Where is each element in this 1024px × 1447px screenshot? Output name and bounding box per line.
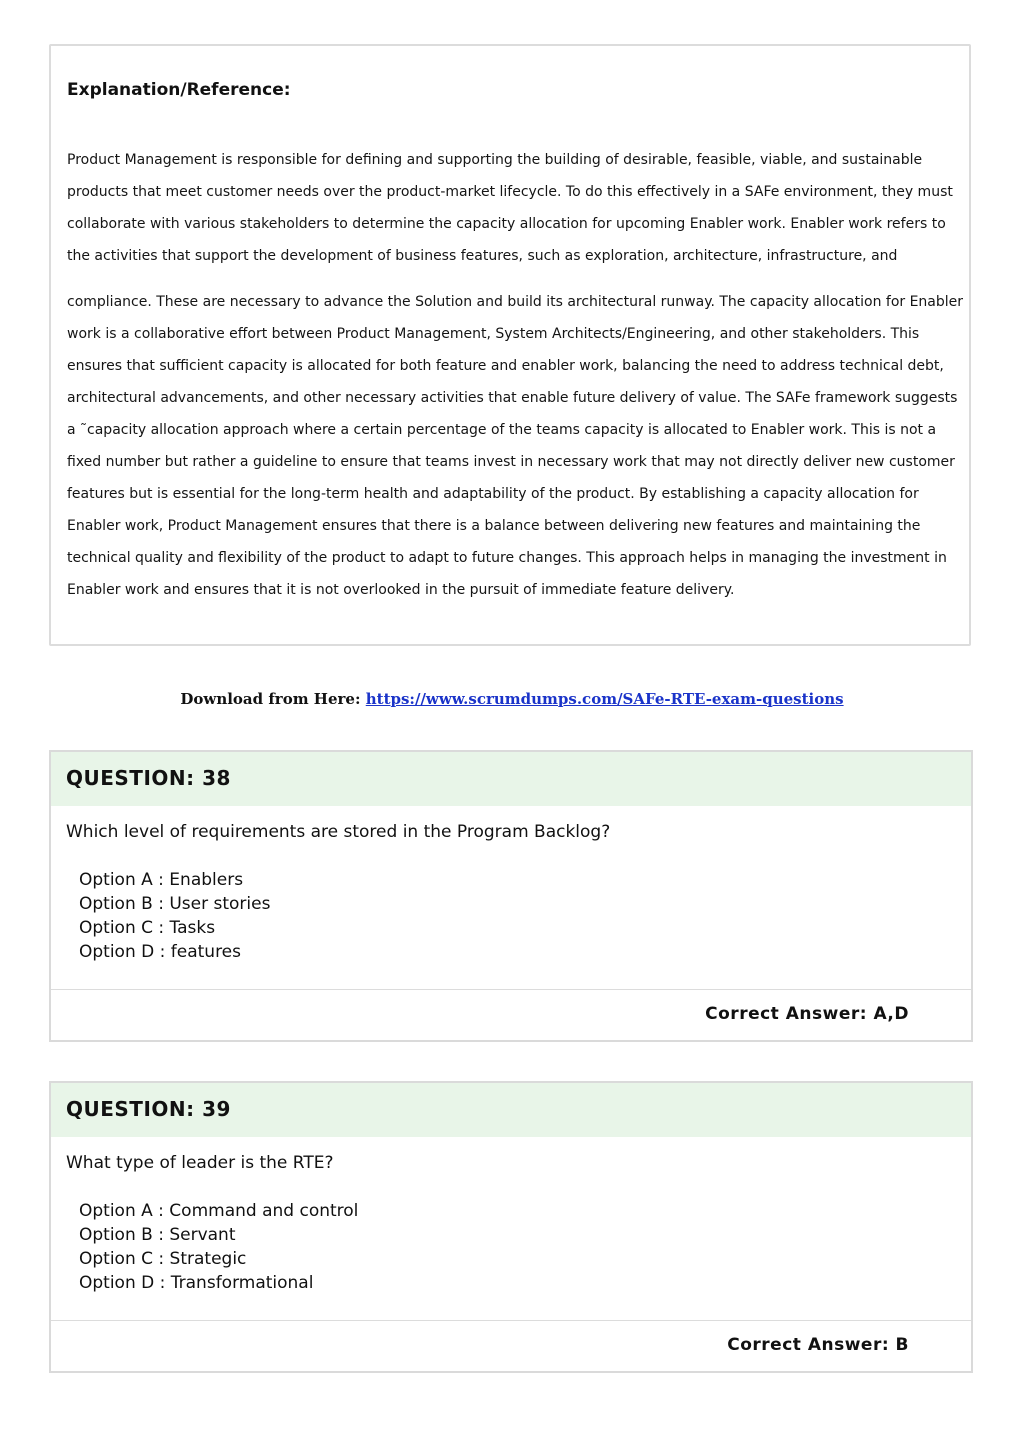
option-c: Option C : Strategic: [79, 1249, 247, 1269]
option-d: Option D : Transformational: [79, 1273, 314, 1293]
download-link[interactable]: https://www.scrumdumps.com/SAFe-RTE-exam-questions: [365, 690, 844, 708]
correct-answer: Correct Answer: B: [727, 1335, 909, 1355]
answer-divider: [51, 1320, 971, 1321]
question-number: QUESTION: 39: [66, 1097, 231, 1121]
explanation-title: Explanation/Reference:: [67, 80, 291, 100]
question-card: [49, 1081, 973, 1373]
option-list: [79, 868, 270, 964]
explanation-paragraph: Product Management is responsible for defining and supporting the building of desirable, feasible, viable, and sustainable products that meet customer needs over the product-market lifecycle. To do this effectively in a SAFe environment, they must collaborate with various stakeholders to determine the capacity allocation for upcoming Enabler work. Enabler work refers to the activities that support the development of business features, such as exploration, architecture, infrastructure, and: [67, 152, 953, 264]
download-label: Download from Here:: [180, 690, 366, 708]
option-list: [79, 1199, 358, 1295]
download-line: [0, 690, 1024, 708]
explanation-paragraph: compliance. These are necessary to advance the Solution and build its architectural runway. The capacity allocation for Enabler work is a collaborative effort between Product Management, System Architects/Engineering, and other stakeholders. This ensures that sufficient capacity is allocated for both feature and enabler work, balancing the need to address technical debt, architectural advancements, and other necessary activities that enable future delivery of value. The SAFe framework suggests a ˜capacity allocation approach where a certain percentage of the teams capacity is allocated to Enabler work. This is not a fixed number but rather a guideline to ensure that teams invest in necessary work that may not directly deliver new customer features but is essential for the long-term health and adaptability of the product. By establishing a capacity allocation for Enabler work, Product Management ensures that there is a balance between delivering new features and maintaining the technical quality and flexibility of the product to adapt to future changes. This approach helps in managing the investment in Enabler work and ensures that it is not overlooked in the pursuit of immediate feature delivery.: [67, 294, 964, 598]
option-d: Option D : features: [79, 942, 241, 962]
question-header: [51, 1083, 971, 1137]
question-card: [49, 750, 973, 1042]
option-c: Option C : Tasks: [79, 918, 216, 938]
explanation-box: [49, 44, 971, 646]
option-a: Option A : Enablers: [79, 870, 244, 890]
question-number: QUESTION: 38: [66, 766, 231, 790]
question-header: [51, 752, 971, 806]
option-b: Option B : Servant: [79, 1225, 236, 1245]
answer-divider: [51, 989, 971, 990]
correct-answer: Correct Answer: A,D: [705, 1004, 909, 1024]
question-text: Which level of requirements are stored in the Program Backlog?: [66, 822, 611, 842]
option-a: Option A : Command and control: [79, 1201, 359, 1221]
option-b: Option B : User stories: [79, 894, 271, 914]
explanation-body: [67, 144, 967, 606]
question-text: What type of leader is the RTE?: [66, 1153, 334, 1173]
